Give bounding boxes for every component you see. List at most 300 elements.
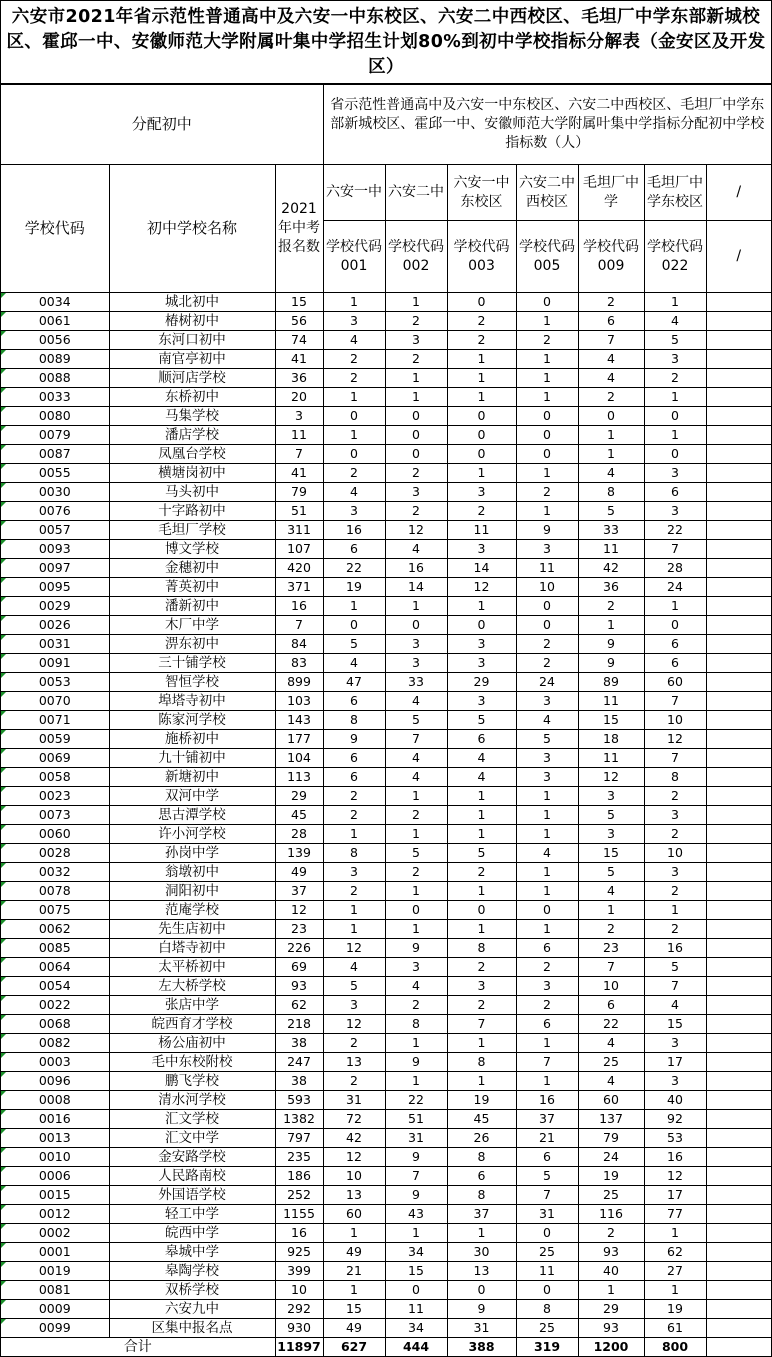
alloc-count: 2: [516, 483, 578, 502]
applicants-count: 1382: [275, 1110, 323, 1129]
alloc-count: 4: [516, 711, 578, 730]
alloc-count: 2: [447, 331, 516, 350]
alloc-count: 4: [578, 882, 644, 901]
cell-flag-icon: [1, 654, 6, 659]
school-code: 0029: [38, 598, 71, 613]
applicants-count: 420: [275, 559, 323, 578]
alloc-count: 4: [578, 350, 644, 369]
alloc-count: 9: [447, 1300, 516, 1319]
alloc-count: 1: [516, 806, 578, 825]
applicants-count: 1155: [275, 1205, 323, 1224]
table-row: [1, 502, 771, 521]
applicants-count: 16: [275, 1224, 323, 1243]
alloc-count: 77: [644, 1205, 706, 1224]
alloc-count: 2: [578, 1224, 644, 1243]
school-code-cell: [1, 711, 109, 730]
empty-cell: [706, 1243, 771, 1262]
alloc-count: 10: [644, 711, 706, 730]
title-cell: [1, 1, 771, 84]
cell-flag-icon: [1, 768, 6, 773]
school-name: 顺河店学校: [109, 369, 275, 388]
alloc-count: 34: [385, 1243, 447, 1262]
alloc-count: 43: [385, 1205, 447, 1224]
school-name: 思古潭学校: [109, 806, 275, 825]
alloc-count: 1: [447, 1224, 516, 1243]
alloc-count: 3: [447, 540, 516, 559]
alloc-count: 19: [447, 1091, 516, 1110]
alloc-count: 2: [516, 635, 578, 654]
alloc-count: 2: [644, 787, 706, 806]
empty-cell: [706, 730, 771, 749]
applicants-count: 218: [275, 1015, 323, 1034]
alloc-count: 8: [447, 1053, 516, 1072]
cell-flag-icon: [1, 711, 6, 716]
alloc-count: 8: [447, 1148, 516, 1167]
alloc-count: 0: [447, 445, 516, 464]
school-code: 0016: [38, 1111, 71, 1126]
cell-flag-icon: [1, 1281, 6, 1286]
alloc-count: 4: [516, 844, 578, 863]
applicants-count: 7: [275, 616, 323, 635]
alloc-count: 11: [578, 540, 644, 559]
alloc-count: 1: [447, 369, 516, 388]
cell-flag-icon: [1, 1072, 6, 1077]
table-row: [1, 673, 771, 692]
school-name: 智恒学校: [109, 673, 275, 692]
alloc-count: 2: [323, 464, 385, 483]
alloc-count: 9: [516, 521, 578, 540]
alloc-count: 8: [447, 939, 516, 958]
school-name: 白塔寺初中: [109, 939, 275, 958]
alloc-count: 5: [578, 502, 644, 521]
empty-cell: [706, 331, 771, 350]
alloc-count: 0: [385, 426, 447, 445]
alloc-count: 1: [516, 350, 578, 369]
applicants-count: 41: [275, 350, 323, 369]
alloc-count: 27: [644, 1262, 706, 1281]
total-alloc: 388: [447, 1338, 516, 1357]
empty-cell: [706, 1186, 771, 1205]
school-code: 0087: [38, 446, 71, 461]
alloc-count: 3: [644, 1034, 706, 1053]
alloc-count: 1: [578, 901, 644, 920]
school-name: 皖西中学: [109, 1224, 275, 1243]
alloc-count: 6: [578, 996, 644, 1015]
cell-flag-icon: [1, 1034, 6, 1039]
high-school-code: 学校代码005: [516, 221, 578, 293]
applicants-count: 12: [275, 901, 323, 920]
empty-cell: [706, 901, 771, 920]
alloc-count: 1: [516, 369, 578, 388]
empty-cell: [706, 1091, 771, 1110]
alloc-count: 7: [578, 958, 644, 977]
cell-flag-icon: [1, 483, 6, 488]
empty-cell: [706, 1034, 771, 1053]
school-name: 皖西育才学校: [109, 1015, 275, 1034]
alloc-count: 4: [323, 654, 385, 673]
alloc-count: 15: [578, 711, 644, 730]
alloc-count: 2: [385, 806, 447, 825]
table-row: [1, 445, 771, 464]
alloc-count: 22: [578, 1015, 644, 1034]
alloc-count: 12: [578, 768, 644, 787]
alloc-count: 7: [644, 540, 706, 559]
alloc-count: 1: [516, 787, 578, 806]
cell-flag-icon: [1, 1110, 6, 1115]
applicants-count: 103: [275, 692, 323, 711]
cell-flag-icon: [1, 369, 6, 374]
alloc-count: 16: [516, 1091, 578, 1110]
table-row: [1, 521, 771, 540]
total-alloc: 319: [516, 1338, 578, 1357]
table-row: [1, 654, 771, 673]
table-row: [1, 768, 771, 787]
empty-cell: [706, 863, 771, 882]
alloc-count: 24: [516, 673, 578, 692]
empty-cell: [706, 749, 771, 768]
school-name: 皋城中学: [109, 1243, 275, 1262]
school-name: 城北初中: [109, 293, 275, 312]
cell-flag-icon: [1, 1148, 6, 1153]
empty-cell: [706, 996, 771, 1015]
cell-flag-icon: [1, 1015, 6, 1020]
applicants-count: 186: [275, 1167, 323, 1186]
school-code-cell: [1, 673, 109, 692]
high-school-code: /: [706, 221, 771, 293]
total-applicants: 11897: [275, 1338, 323, 1357]
alloc-count: 49: [323, 1243, 385, 1262]
alloc-count: 4: [578, 1072, 644, 1091]
applicants-count: 74: [275, 331, 323, 350]
alloc-count: 4: [385, 540, 447, 559]
table-row: [1, 1034, 771, 1053]
school-code: 0099: [38, 1320, 71, 1335]
alloc-count: 1: [323, 1224, 385, 1243]
alloc-count: 3: [385, 635, 447, 654]
alloc-count: 2: [323, 787, 385, 806]
allocation-label: 分配初中: [1, 85, 323, 165]
applicants-count: 143: [275, 711, 323, 730]
applicants-count: 38: [275, 1034, 323, 1053]
school-name: 施桥初中: [109, 730, 275, 749]
school-name: 三十铺学校: [109, 654, 275, 673]
alloc-count: 0: [447, 426, 516, 445]
school-code: 0022: [38, 997, 71, 1012]
school-name: 椿树初中: [109, 312, 275, 331]
school-name: 博文学校: [109, 540, 275, 559]
school-code: 0056: [38, 332, 71, 347]
school-code-cell: [1, 1015, 109, 1034]
cell-flag-icon: [1, 901, 6, 906]
school-name: 外国语学校: [109, 1186, 275, 1205]
school-code-cell: [1, 293, 109, 312]
alloc-count: 3: [447, 692, 516, 711]
alloc-count: 13: [323, 1186, 385, 1205]
school-name: 双河中学: [109, 787, 275, 806]
school-name: 汇文学校: [109, 1110, 275, 1129]
applicants-count: 399: [275, 1262, 323, 1281]
school-code-cell: [1, 730, 109, 749]
table-row: [1, 331, 771, 350]
alloc-count: 6: [323, 749, 385, 768]
empty-cell: [706, 350, 771, 369]
school-name: 许小河学校: [109, 825, 275, 844]
alloc-count: 3: [644, 502, 706, 521]
alloc-count: 7: [644, 749, 706, 768]
school-code-cell: [1, 692, 109, 711]
table-row: [1, 920, 771, 939]
cell-flag-icon: [1, 502, 6, 507]
alloc-count: 6: [447, 1167, 516, 1186]
school-name: 人民路南校: [109, 1167, 275, 1186]
school-code-cell: [1, 844, 109, 863]
school-code: 0032: [38, 864, 71, 879]
alloc-count: 13: [447, 1262, 516, 1281]
alloc-count: 5: [385, 711, 447, 730]
cell-flag-icon: [1, 521, 6, 526]
school-code-cell: [1, 540, 109, 559]
alloc-count: 12: [644, 730, 706, 749]
alloc-count: 0: [385, 445, 447, 464]
school-code: 0055: [38, 465, 71, 480]
school-code: 0080: [38, 408, 71, 423]
alloc-count: 1: [385, 920, 447, 939]
alloc-count: 1: [323, 388, 385, 407]
alloc-count: 3: [644, 350, 706, 369]
empty-cell: [706, 464, 771, 483]
table-row: [1, 787, 771, 806]
school-name: 毛中东校附校: [109, 1053, 275, 1072]
table-row: [1, 711, 771, 730]
empty-cell: [706, 1015, 771, 1034]
cell-flag-icon: [1, 939, 6, 944]
cell-flag-icon: [1, 1243, 6, 1248]
alloc-count: 10: [578, 977, 644, 996]
alloc-count: 2: [323, 350, 385, 369]
alloc-count: 11: [578, 692, 644, 711]
alloc-count: 6: [644, 654, 706, 673]
school-code-cell: [1, 749, 109, 768]
alloc-count: 0: [516, 597, 578, 616]
school-code: 0030: [38, 484, 71, 499]
empty-cell: [706, 844, 771, 863]
empty-cell: [706, 977, 771, 996]
empty-cell: [706, 825, 771, 844]
alloc-count: 0: [578, 407, 644, 426]
alloc-count: 1: [323, 920, 385, 939]
alloc-count: 1: [385, 293, 447, 312]
applicants-count: 797: [275, 1129, 323, 1148]
school-name: 鹏飞学校: [109, 1072, 275, 1091]
alloc-count: 3: [323, 312, 385, 331]
total-alloc: 444: [385, 1338, 447, 1357]
table-row: [1, 958, 771, 977]
school-name: 十字路初中: [109, 502, 275, 521]
alloc-count: 0: [644, 616, 706, 635]
alloc-count: 6: [323, 692, 385, 711]
high-school-code: 学校代码022: [644, 221, 706, 293]
alloc-count: 1: [516, 882, 578, 901]
school-code: 0070: [38, 693, 71, 708]
applicants-count: 41: [275, 464, 323, 483]
empty-cell: [706, 958, 771, 977]
alloc-count: 4: [385, 692, 447, 711]
table-row: [1, 882, 771, 901]
alloc-count: 2: [385, 350, 447, 369]
applicants-count: 84: [275, 635, 323, 654]
alloc-count: 33: [578, 521, 644, 540]
table-row: [1, 426, 771, 445]
high-school-name: 毛坦厂中学东校区: [644, 165, 706, 221]
alloc-count: 12: [323, 1148, 385, 1167]
alloc-count: 2: [578, 597, 644, 616]
alloc-count: 0: [447, 901, 516, 920]
school-name: 东桥初中: [109, 388, 275, 407]
applicants-count: 79: [275, 483, 323, 502]
table-row: [1, 1224, 771, 1243]
applicants-count: 51: [275, 502, 323, 521]
school-code: 0003: [38, 1054, 71, 1069]
alloc-count: 7: [578, 331, 644, 350]
alloc-count: 3: [516, 540, 578, 559]
empty-cell: [706, 483, 771, 502]
applicants-count: 69: [275, 958, 323, 977]
high-school-name: 六安一中: [323, 165, 385, 221]
alloc-count: 1: [447, 806, 516, 825]
alloc-count: 9: [578, 635, 644, 654]
alloc-count: 1: [385, 597, 447, 616]
school-name: 左大桥学校: [109, 977, 275, 996]
school-code: 0089: [38, 351, 71, 366]
alloc-count: 47: [323, 673, 385, 692]
alloc-count: 12: [385, 521, 447, 540]
cell-flag-icon: [1, 882, 6, 887]
alloc-count: 61: [644, 1319, 706, 1338]
alloc-count: 3: [516, 768, 578, 787]
school-code: 0012: [38, 1206, 71, 1221]
alloc-count: 9: [323, 730, 385, 749]
applicants-count: 899: [275, 673, 323, 692]
empty-cell: [706, 806, 771, 825]
school-code: 0008: [38, 1092, 71, 1107]
school-code-cell: [1, 559, 109, 578]
alloc-count: 16: [323, 521, 385, 540]
applicants-count: 45: [275, 806, 323, 825]
alloc-count: 9: [385, 939, 447, 958]
empty-cell: [706, 654, 771, 673]
alloc-count: 0: [516, 426, 578, 445]
alloc-count: 60: [578, 1091, 644, 1110]
alloc-count: 0: [385, 407, 447, 426]
applicants-count: 139: [275, 844, 323, 863]
cell-flag-icon: [1, 635, 6, 640]
alloc-count: 6: [447, 730, 516, 749]
school-name: 潘新初中: [109, 597, 275, 616]
alloc-count: 1: [323, 597, 385, 616]
table-row: [1, 293, 771, 312]
school-code-cell: [1, 1091, 109, 1110]
alloc-count: 0: [323, 445, 385, 464]
empty-cell: [706, 502, 771, 521]
applicants-count: 593: [275, 1091, 323, 1110]
alloc-count: 5: [516, 730, 578, 749]
alloc-count: 15: [323, 1300, 385, 1319]
alloc-count: 36: [578, 578, 644, 597]
alloc-count: 3: [578, 825, 644, 844]
school-code-cell: [1, 768, 109, 787]
school-code-cell: [1, 1205, 109, 1224]
alloc-count: 2: [447, 312, 516, 331]
school-code: 0062: [38, 921, 71, 936]
alloc-count: 2: [516, 996, 578, 1015]
alloc-count: 3: [447, 654, 516, 673]
alloc-count: 34: [385, 1319, 447, 1338]
school-code-cell: [1, 369, 109, 388]
alloc-count: 7: [644, 692, 706, 711]
school-code-header: 学校代码: [1, 165, 109, 293]
alloc-count: 3: [578, 787, 644, 806]
school-code: 0076: [38, 503, 71, 518]
applicants-count: 15: [275, 293, 323, 312]
high-school-name: 六安二中: [385, 165, 447, 221]
alloc-count: 4: [385, 749, 447, 768]
alloc-count: 10: [516, 578, 578, 597]
alloc-count: 8: [644, 768, 706, 787]
alloc-count: 5: [385, 844, 447, 863]
table-row: [1, 692, 771, 711]
alloc-count: 72: [323, 1110, 385, 1129]
alloc-count: 1: [578, 426, 644, 445]
empty-cell: [706, 1281, 771, 1300]
alloc-count: 1: [447, 597, 516, 616]
school-code-cell: [1, 445, 109, 464]
applicants-count: 3: [275, 407, 323, 426]
table-row: [1, 1110, 771, 1129]
high-school-code: 学校代码002: [385, 221, 447, 293]
school-code-cell: [1, 939, 109, 958]
total-label: 合计: [1, 1338, 275, 1357]
alloc-count: 4: [385, 977, 447, 996]
alloc-count: 23: [578, 939, 644, 958]
school-name: 毛坦厂学校: [109, 521, 275, 540]
applicants-count: 247: [275, 1053, 323, 1072]
alloc-count: 2: [447, 958, 516, 977]
applicants-count: 7: [275, 445, 323, 464]
alloc-count: 0: [516, 1281, 578, 1300]
alloc-count: 1: [516, 502, 578, 521]
alloc-count: 1: [323, 293, 385, 312]
cell-flag-icon: [1, 1129, 6, 1134]
school-name: 新塘初中: [109, 768, 275, 787]
empty-cell: [706, 521, 771, 540]
alloc-count: 6: [516, 939, 578, 958]
header-row-schools: [1, 165, 771, 221]
alloc-count: 31: [385, 1129, 447, 1148]
empty-cell: [706, 597, 771, 616]
cell-flag-icon: [1, 863, 6, 868]
alloc-count: 3: [644, 464, 706, 483]
table-row: [1, 350, 771, 369]
alloc-count: 0: [385, 901, 447, 920]
school-code-cell: [1, 825, 109, 844]
alloc-count: 51: [385, 1110, 447, 1129]
high-school-name: /: [706, 165, 771, 221]
alloc-count: 6: [644, 483, 706, 502]
alloc-count: 7: [385, 730, 447, 749]
alloc-count: 4: [323, 331, 385, 350]
alloc-count: 2: [385, 464, 447, 483]
alloc-count: 21: [323, 1262, 385, 1281]
